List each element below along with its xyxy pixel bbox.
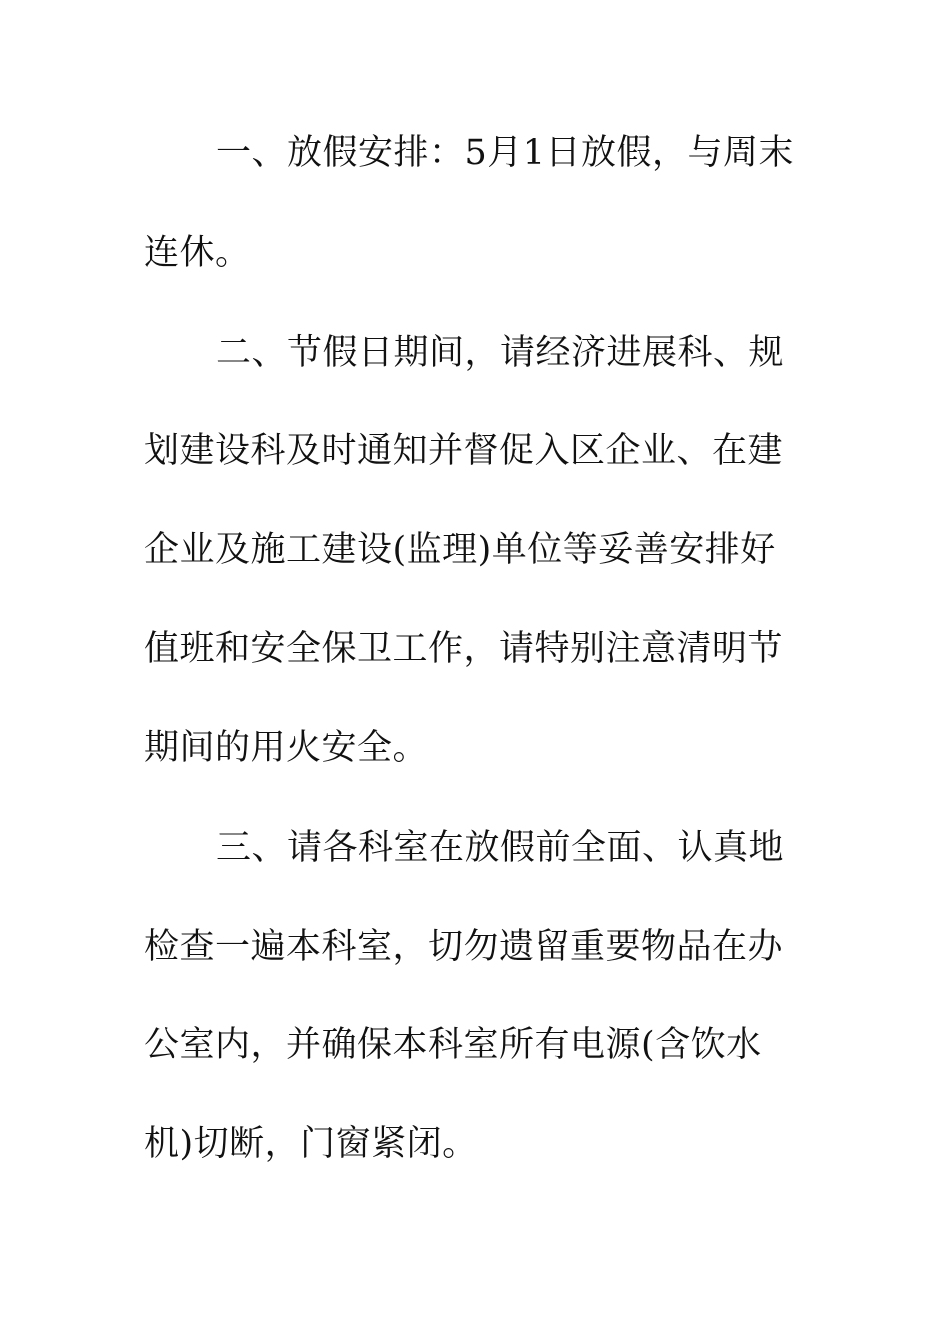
para-1-line-1: 一、放假安排：5月1日放假，与周末 bbox=[216, 133, 795, 173]
para-2-line-4: 值班和安全保卫工作，请特别注意清明节 bbox=[144, 629, 784, 669]
para-3-line-4: 机)切断，门窗紧闭。 bbox=[144, 1124, 478, 1164]
para-2-line-2: 划建设科及时通知并督促入区企业、在建 bbox=[144, 431, 784, 471]
para-2-line-5: 期间的用火安全。 bbox=[144, 728, 429, 768]
para-2-line-1: 二、节假日期间，请经济进展科、规 bbox=[216, 333, 785, 373]
para-2-line-3: 企业及施工建设(监理)单位等妥善安排好 bbox=[144, 530, 776, 570]
para-3-line-1: 三、请各科室在放假前全面、认真地 bbox=[216, 828, 785, 868]
para-3-line-2: 检查一遍本科室，切勿遗留重要物品在办 bbox=[144, 927, 784, 967]
para-3-line-3: 公室内，并确保本科室所有电源(含饮水 bbox=[144, 1025, 762, 1065]
para-1-line-2: 连休。 bbox=[144, 233, 251, 273]
